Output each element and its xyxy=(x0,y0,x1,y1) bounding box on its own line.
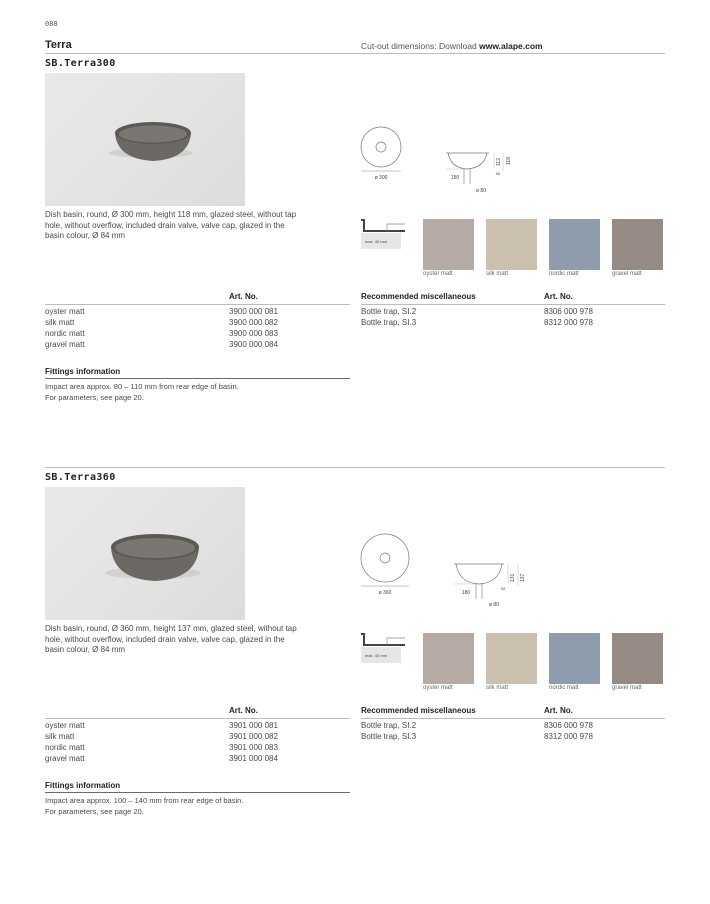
misc-numbers xyxy=(544,306,593,328)
swatch-label: oyster matt xyxy=(423,685,453,691)
fittings-divider xyxy=(45,378,350,379)
article-number: 3900 000 083 xyxy=(229,329,278,338)
fittings-divider xyxy=(45,792,350,793)
swatch-gravel-matt xyxy=(612,633,663,684)
article-numbers xyxy=(229,720,278,764)
misc-table-divider xyxy=(361,304,665,305)
dim-drain-label: ø 80 xyxy=(475,188,487,194)
article-number: 3900 000 081 xyxy=(229,307,278,316)
article-number: 8306 000 978 xyxy=(544,307,593,316)
dim-drain-label: ø 80 xyxy=(488,602,500,608)
product-code: SB.Terra360 xyxy=(45,472,116,483)
art-no-header: Art. No. xyxy=(229,292,258,301)
product-code: SB.Terra300 xyxy=(45,58,116,69)
article-number: 3900 000 082 xyxy=(229,318,278,327)
mounting-detail xyxy=(361,632,411,666)
misc-header: Recommended miscellaneous xyxy=(361,292,476,301)
swatch-silk-matt xyxy=(486,219,537,270)
table-row: Bottle trap, SI.2 xyxy=(361,307,417,316)
table-row: silk matt xyxy=(45,318,75,327)
swatch-oyster-matt xyxy=(423,219,474,270)
technical-drawing xyxy=(358,531,533,613)
table-row: Bottle trap, SI.3 xyxy=(361,318,417,327)
art-no-header: Art. No. xyxy=(229,706,258,715)
dim-inner-height-label: 131 xyxy=(510,573,516,582)
table-row: silk matt xyxy=(45,732,75,741)
swatch-label: silk matt xyxy=(486,271,509,277)
swatch-label: nordic matt xyxy=(549,271,579,277)
page-number: 088 xyxy=(45,20,58,28)
swatch-nordic-matt xyxy=(549,633,600,684)
technical-drawing xyxy=(358,122,528,198)
max-depth-label: max. 40 mm xyxy=(365,239,388,244)
fittings-text: Impact area approx. 100 – 140 mm from rear edge of basin. For parameters, see page 20. xyxy=(45,796,244,816)
swatch-nordic-matt xyxy=(549,219,600,270)
dim-offset-label: 180 xyxy=(461,590,471,596)
article-names xyxy=(45,306,85,350)
article-number: 8312 000 978 xyxy=(544,318,593,327)
article-number: 3901 000 081 xyxy=(229,721,278,730)
article-number: 3901 000 082 xyxy=(229,732,278,741)
article-number: 8312 000 978 xyxy=(544,732,593,741)
fittings-header: Fittings information xyxy=(45,367,121,376)
article-number: 3900 000 084 xyxy=(229,340,278,349)
article-names xyxy=(45,720,85,764)
swatch-label: nordic matt xyxy=(549,685,579,691)
table-row: nordic matt xyxy=(45,743,85,752)
misc-art-no-header: Art. No. xyxy=(544,292,573,301)
table-row: oyster matt xyxy=(45,307,85,316)
article-number: 3901 000 084 xyxy=(229,754,278,763)
plan-diameter-label: ø 300 xyxy=(374,175,388,181)
cutout-text: Cut-out dimensions: Download xyxy=(361,41,477,51)
swatch-label: gravel matt xyxy=(612,685,642,691)
misc-names xyxy=(361,720,416,742)
dim-total-height-label: 118 xyxy=(506,157,512,165)
swatch-label: silk matt xyxy=(486,685,509,691)
article-number: 3901 000 083 xyxy=(229,743,278,752)
article-table-divider xyxy=(45,304,350,305)
article-table-divider xyxy=(45,718,350,719)
table-row: Bottle trap, SI.2 xyxy=(361,721,417,730)
fittings-header: Fittings information xyxy=(45,781,121,790)
misc-header: Recommended miscellaneous xyxy=(361,706,476,715)
misc-table-divider xyxy=(361,718,665,719)
table-row: gravel matt xyxy=(45,340,85,349)
basin-photo-illustration xyxy=(45,73,245,206)
dim-6-label: 6 xyxy=(501,587,507,590)
section-divider xyxy=(45,467,665,468)
product-description: Dish basin, round, Ø 300 mm, height 118 mm, glazed steel, without tap hole, without overflow, included drain valve, valve cap, glazed in the basin colour, Ø 84 mm xyxy=(45,210,297,240)
table-row: gravel matt xyxy=(45,754,85,763)
misc-art-no-header: Art. No. xyxy=(544,706,573,715)
header-divider xyxy=(45,53,665,54)
cutout-link[interactable]: www.alape.com xyxy=(479,41,543,51)
product-photo xyxy=(45,73,245,206)
misc-names xyxy=(361,306,416,328)
basin-photo-illustration xyxy=(45,487,245,620)
table-row: Bottle trap, SI.3 xyxy=(361,732,417,741)
article-numbers xyxy=(229,306,278,350)
mounting-detail xyxy=(361,218,411,252)
swatch-label: oyster matt xyxy=(423,271,453,277)
fittings-text: Impact area approx. 80 – 110 mm from rear edge of basin. For parameters, see page 20. xyxy=(45,382,239,402)
dim-total-height-label: 137 xyxy=(520,573,526,582)
dim-inner-height-label: 112 xyxy=(496,158,502,166)
brand-title: Terra xyxy=(45,39,72,51)
product-photo xyxy=(45,487,245,620)
misc-numbers xyxy=(544,720,593,742)
product-description: Dish basin, round, Ø 360 mm, height 137 mm, glazed steel, without tap hole, without overflow, included drain valve, valve cap, glazed in the basin colour, Ø 84 mm xyxy=(45,624,297,654)
max-depth-label: max. 40 mm xyxy=(365,653,388,658)
swatch-label: gravel matt xyxy=(612,271,642,277)
plan-diameter-label: ø 360 xyxy=(378,590,392,596)
table-row: oyster matt xyxy=(45,721,85,730)
dim-offset-label: 150 xyxy=(450,175,460,181)
swatch-oyster-matt xyxy=(423,633,474,684)
dim-6-label: 6 xyxy=(496,172,502,175)
article-number: 8306 000 978 xyxy=(544,721,593,730)
table-row: nordic matt xyxy=(45,329,85,338)
swatch-silk-matt xyxy=(486,633,537,684)
swatch-gravel-matt xyxy=(612,219,663,270)
cutout-dimensions-note xyxy=(361,41,543,51)
